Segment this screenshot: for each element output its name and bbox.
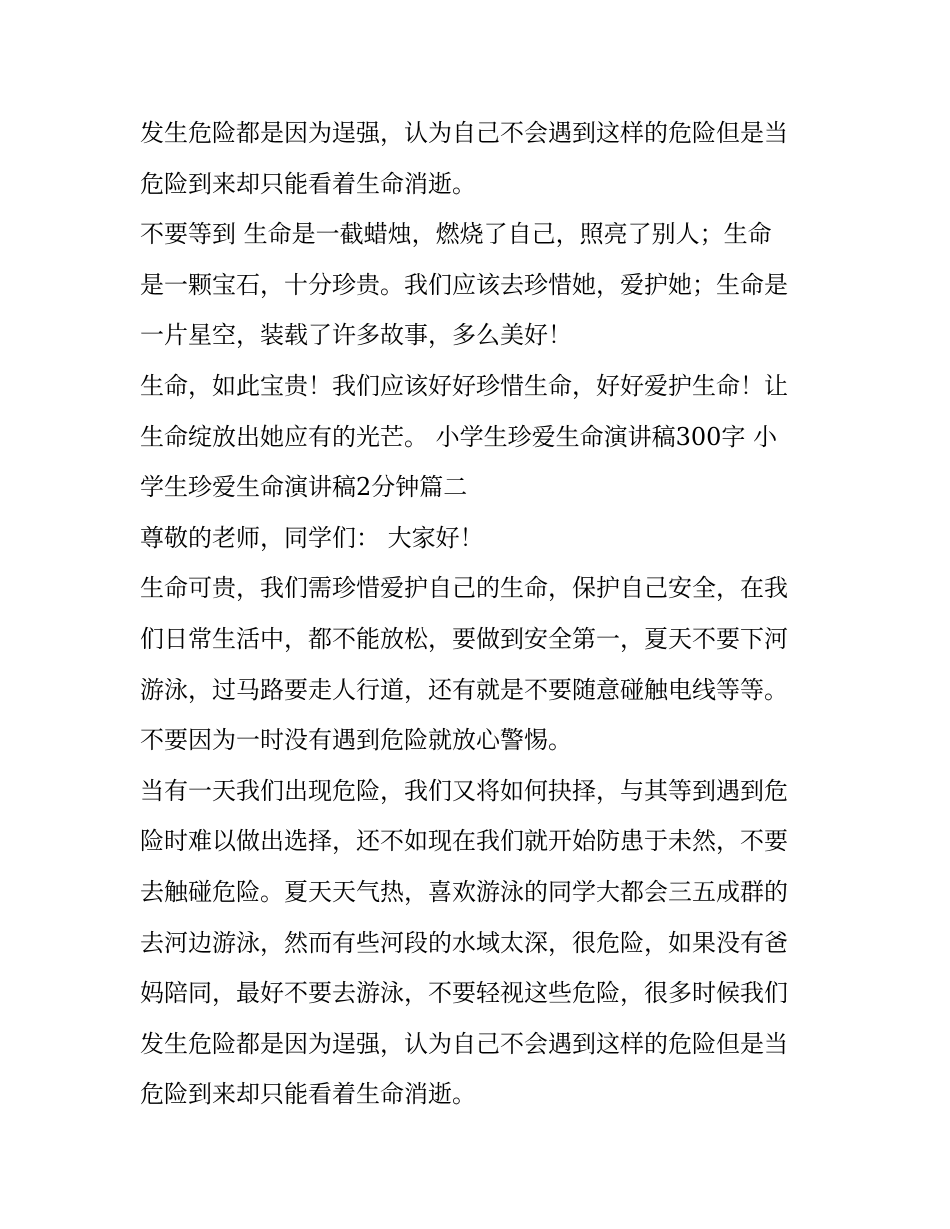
- text-line: 一片星空，装载了许多故事，多么美好！: [140, 321, 572, 350]
- text-line: 生命绽放出她应有的光芒。 小学生珍爱生命演讲稿300字 小: [140, 422, 778, 451]
- text-line: 是一颗宝石，十分珍贵。我们应该去珍惜她，爱护她；生命是: [140, 270, 788, 299]
- text-line: 发生危险都是因为逞强，认为自己不会遇到这样的危险但是当: [140, 119, 788, 147]
- text-line: 尊敬的老师，同学们： 大家好！: [140, 523, 484, 552]
- text-line: 生命，如此宝贵！我们应该好好珍惜生命，好好爱护生命！让: [140, 371, 788, 400]
- document-body: [140, 108, 820, 1120]
- text-line: 妈陪同，最好不要去游泳，不要轻视这些危险，很多时候我们: [140, 979, 788, 1008]
- text-line: 危险到来却只能看着生命消逝。: [140, 1080, 476, 1109]
- text-line: 不要因为一时没有遇到危险就放心警惕。: [140, 726, 572, 755]
- text-line: 去河边游泳，然而有些河段的水域太深，很危险，如果没有爸: [140, 928, 788, 957]
- text-line: 险时难以做出选择，还不如现在我们就开始防患于未然，不要: [140, 827, 788, 856]
- text-line: 当有一天我们出现危险，我们又将如何抉择，与其等到遇到危: [140, 776, 788, 805]
- text-line: 危险到来却只能看着生命消逝。: [140, 169, 476, 198]
- text-line: 去触碰危险。夏天天气热，喜欢游泳的同学大都会三五成群的: [140, 877, 788, 906]
- text-line: 游泳，过马路要走人行道，还有就是不要随意碰触电线等等。: [140, 675, 788, 704]
- text-line: 们日常生活中，都不能放松，要做到安全第一，夏天不要下河: [140, 624, 788, 653]
- text-line: 学生珍爱生命演讲稿2分钟篇二: [140, 473, 468, 502]
- text-line: 发生危险都是因为逞强，认为自己不会遇到这样的危险但是当: [140, 1029, 788, 1058]
- text-line: 不要等到 生命是一截蜡烛，燃烧了自己，照亮了别人；生命: [140, 220, 772, 249]
- text-line: 生命可贵，我们需珍惜爱护自己的生命，保护自己安全，在我: [140, 574, 788, 603]
